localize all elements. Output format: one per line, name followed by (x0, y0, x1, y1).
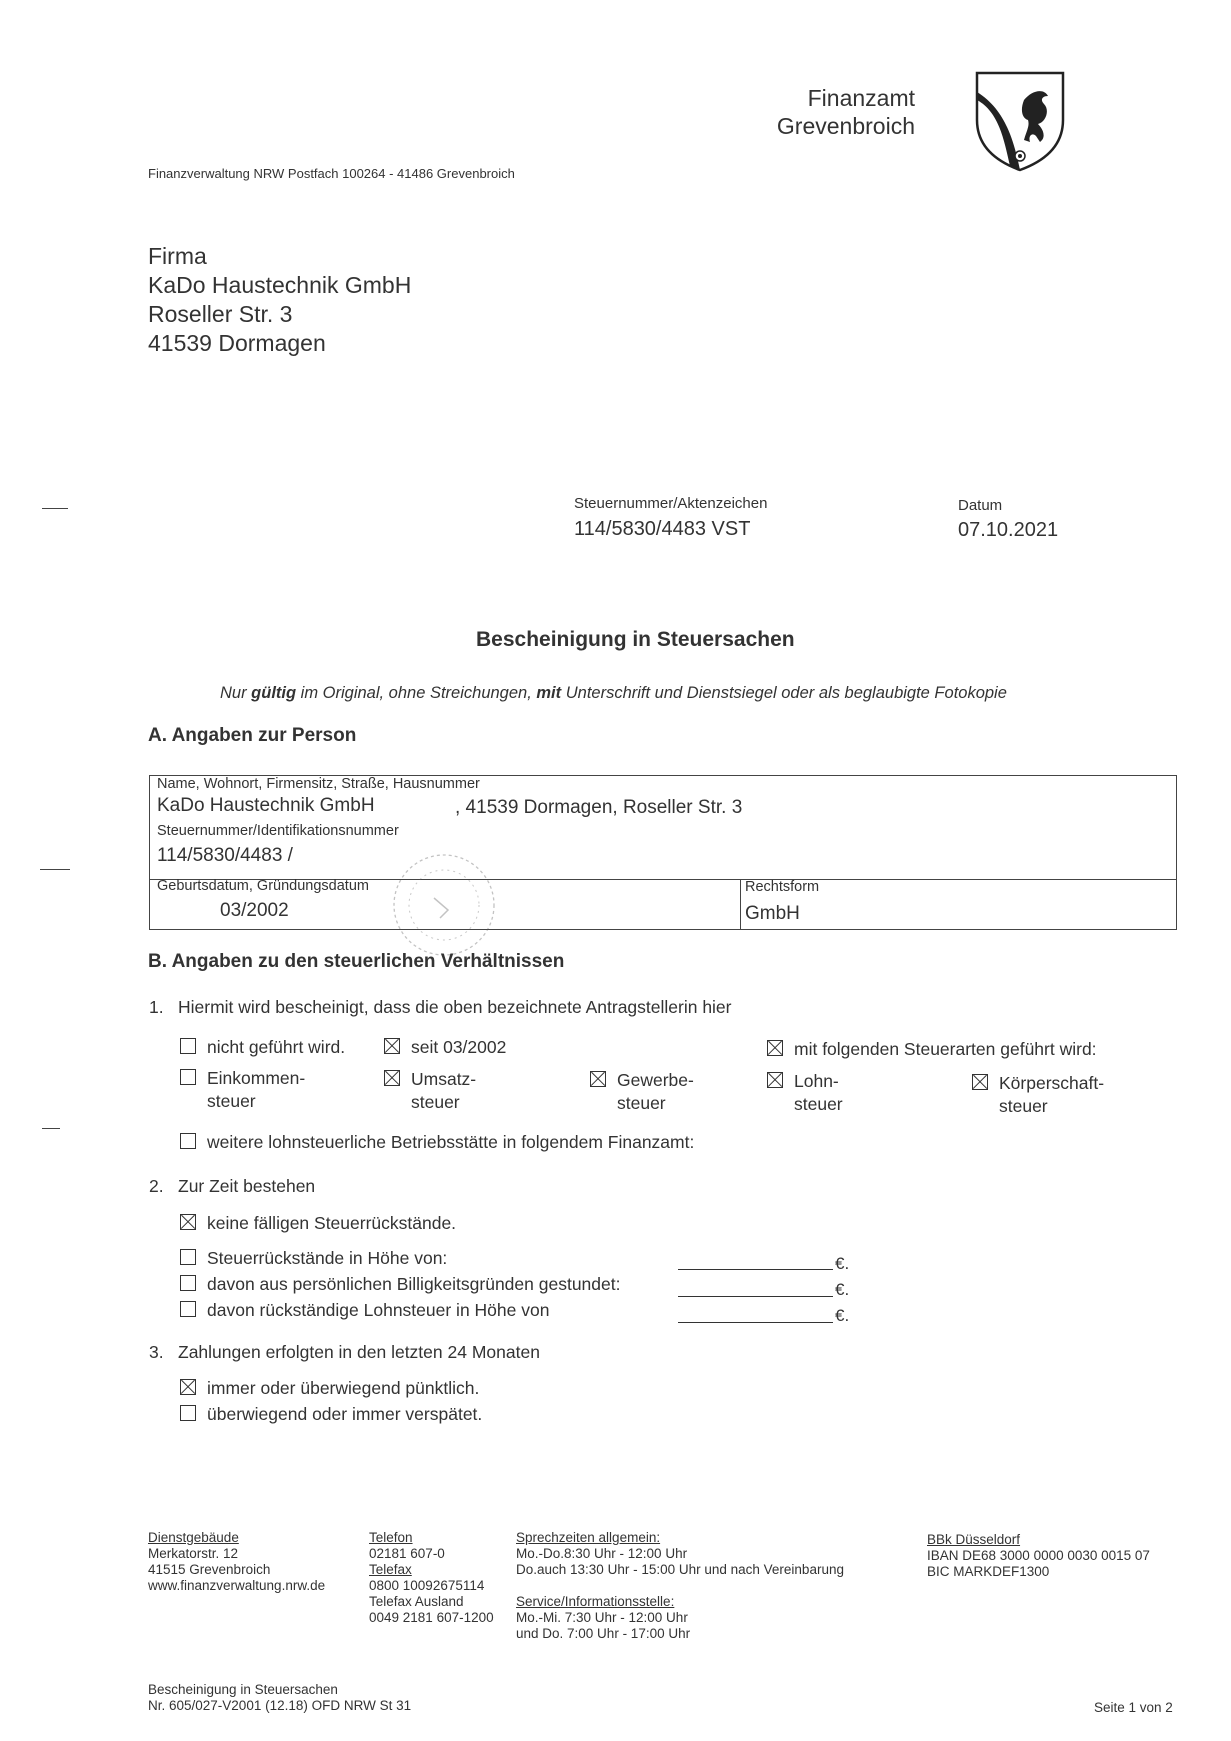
footer-bank-iban: IBAN DE68 3000 0000 0030 0015 07 (927, 1548, 1150, 1563)
option-label: davon aus persönlichen Billigkeitsgründen gestundet: (207, 1274, 621, 1294)
option-label: immer oder überwiegend pünktlich. (207, 1378, 480, 1398)
legal-form-label: Rechtsform (745, 879, 820, 895)
date-value: 07.10.2021 (958, 519, 1059, 541)
option-not-registered[interactable] (180, 1036, 345, 1059)
recipient-address (148, 242, 411, 358)
option-label: keine fälligen Steuerrückstände. (207, 1213, 457, 1233)
section-b-heading: B. Angaben zu den steuerlichen Verhältnissen (148, 951, 565, 972)
checkbox[interactable] (180, 1275, 196, 1291)
form-number: Nr. 605/027-V2001 (12.18) OFD NRW St 31 (148, 1698, 412, 1713)
footer-building (148, 1530, 325, 1594)
euro-sign: €. (835, 1254, 850, 1273)
footer-contact (369, 1530, 494, 1626)
option-label: Steuerrückstände in Höhe von: (207, 1248, 448, 1268)
name-label: Name, Wohnort, Firmensitz, Straße, Hausnummer (157, 776, 480, 792)
option-label: Gewerbe- steuer (617, 1070, 694, 1113)
footer-website-link[interactable]: www.finanzverwaltung.nrw.de (148, 1578, 326, 1593)
checkbox-checked[interactable] (384, 1038, 400, 1054)
checkbox-checked[interactable] (180, 1379, 196, 1395)
address-value: , 41539 Dormagen, Roseller Str. 3 (455, 797, 743, 818)
tax-type-income[interactable] (180, 1067, 305, 1113)
question-3-number: 3. (149, 1342, 164, 1362)
form-name: Bescheinigung in Steuersachen (148, 1682, 338, 1697)
option-label: überwiegend oder immer verspätet. (207, 1404, 483, 1424)
checkbox[interactable] (180, 1301, 196, 1317)
euro-sign: €. (835, 1306, 850, 1325)
footer-building-title: Dienstgebäude (148, 1530, 239, 1545)
footer-phone-value: 02181 607-0 (369, 1546, 445, 1561)
footer-fax-title: Telefax (369, 1562, 412, 1577)
box-divider (740, 879, 741, 929)
tax-number-value: 114/5830/4483 VST (574, 518, 751, 540)
nrw-coat-of-arms-icon (974, 70, 1066, 172)
checkbox-checked[interactable] (384, 1070, 400, 1086)
option-label: mit folgenden Steuerarten geführt wird: (794, 1039, 1097, 1059)
fold-mark (42, 1128, 60, 1129)
option-punctual[interactable] (180, 1377, 479, 1400)
option-label: Lohn- steuer (794, 1071, 843, 1114)
checkbox[interactable] (180, 1249, 196, 1265)
option-label: nicht geführt wird. (207, 1037, 346, 1057)
option-arrears-amount[interactable] (180, 1247, 447, 1270)
office-name-line-2: Grevenbroich (776, 113, 915, 139)
euro-sign: €. (835, 1280, 850, 1299)
name-value: KaDo Haustechnik GmbH (157, 795, 375, 816)
recipient-line-1: Firma (148, 243, 207, 269)
option-label: Einkommen- steuer (207, 1068, 306, 1111)
form-identifier (148, 1682, 411, 1714)
footer-bank-title: BBk Düsseldorf (927, 1532, 1021, 1547)
recipient-line-3: Roseller Str. 3 (148, 301, 293, 327)
fold-mark (40, 869, 70, 870)
footer-hours-title: Sprechzeiten allgemein: (516, 1530, 661, 1545)
tax-number-label: Steuernummer/Aktenzeichen (574, 495, 768, 512)
option-label: Körperschaft- steuer (999, 1073, 1105, 1116)
person-details-box (149, 775, 1177, 930)
amount-line (678, 1322, 833, 1323)
tax-id-label: Steuernummer/Identifikationsnummer (157, 823, 399, 839)
footer-service-2: und Do. 7:00 Uhr - 17:00 Uhr (516, 1626, 691, 1641)
checkbox-checked[interactable] (972, 1074, 988, 1090)
option-label: davon rückständige Lohnsteuer in Höhe von (207, 1300, 550, 1320)
question-1-number: 1. (149, 997, 164, 1017)
footer-bank (927, 1532, 1150, 1580)
official-seal-stamp (378, 850, 510, 960)
founding-date-label: Geburtsdatum, Gründungsdatum (157, 878, 369, 894)
tax-type-wage[interactable] (767, 1070, 843, 1116)
footer-service-title: Service/Informationsstelle: (516, 1594, 675, 1609)
section-a-heading: A. Angaben zur Person (148, 725, 357, 746)
tax-id-value: 114/5830/4483 / (157, 845, 293, 866)
validity-note: Nur gültig im Original, ohne Streichungen, mit Unterschrift und Dienstsiegel oder als beglaubigte Fotokopie (220, 684, 1007, 702)
footer-fax-abroad-title: Telefax Ausland (369, 1594, 464, 1609)
tax-type-trade[interactable] (590, 1069, 694, 1115)
date-label: Datum (958, 497, 1003, 514)
tax-type-vat[interactable] (384, 1068, 476, 1114)
option-label: weitere lohnsteuerliche Betriebsstätte in folgendem Finanzamt: (207, 1132, 695, 1152)
checkbox[interactable] (180, 1038, 196, 1054)
footer-building-street: Merkatorstr. 12 (148, 1546, 239, 1561)
legal-form-value: GmbH (745, 903, 800, 924)
footer-fax-value: 0800 10092675114 (369, 1578, 485, 1593)
fold-mark (42, 508, 68, 509)
question-2-text: Zur Zeit bestehen (178, 1176, 316, 1196)
option-label: seit 03/2002 (411, 1037, 507, 1057)
founding-date-value: 03/2002 (220, 900, 289, 921)
office-name-line-1: Finanzamt (807, 85, 915, 111)
sender-line: Finanzverwaltung NRW Postfach 100264 - 41486 Grevenbroich (148, 166, 515, 181)
checkbox-checked[interactable] (180, 1214, 196, 1230)
option-no-arrears[interactable] (180, 1212, 456, 1235)
option-tax-types[interactable] (767, 1038, 1097, 1061)
recipient-line-2: KaDo Haustechnik GmbH (148, 272, 412, 298)
footer-hours-1: Mo.-Do.8:30 Uhr - 12:00 Uhr (516, 1546, 688, 1561)
question-3-text: Zahlungen erfolgten in den letzten 24 Monaten (178, 1342, 540, 1362)
option-registered-since[interactable] (384, 1036, 506, 1059)
office-name (765, 84, 915, 140)
document-title: Bescheinigung in Steuersachen (476, 628, 795, 651)
footer-service-1: Mo.-Mi. 7:30 Uhr - 12:00 Uhr (516, 1610, 688, 1625)
footer-phone-title: Telefon (369, 1530, 413, 1545)
question-1-text: Hiermit wird bescheinigt, dass die oben bezeichnete Antragstellerin hier (178, 997, 732, 1017)
checkbox-checked[interactable] (767, 1040, 783, 1056)
checkbox[interactable] (180, 1133, 196, 1149)
footer-bank-bic: BIC MARKDEF1300 (927, 1564, 1050, 1579)
amount-line (678, 1269, 833, 1270)
checkbox[interactable] (180, 1069, 196, 1085)
checkbox-checked[interactable] (590, 1071, 606, 1087)
option-deferred[interactable] (180, 1273, 620, 1296)
option-late[interactable] (180, 1403, 482, 1426)
footer-hours-2: Do.auch 13:30 Uhr - 15:00 Uhr und nach Vereinbarung (516, 1562, 844, 1577)
checkbox-checked[interactable] (767, 1072, 783, 1088)
question-2-number: 2. (149, 1176, 164, 1196)
footer-fax-abroad-value: 0049 2181 607-1200 (369, 1610, 494, 1625)
checkbox[interactable] (180, 1405, 196, 1421)
tax-type-corporate[interactable] (972, 1072, 1104, 1118)
footer-building-city: 41515 Grevenbroich (148, 1562, 271, 1577)
option-label: Umsatz- steuer (411, 1069, 477, 1112)
page-number: Seite 1 von 2 (1094, 1700, 1173, 1715)
option-additional-site[interactable] (180, 1131, 694, 1154)
recipient-line-4: 41539 Dormagen (148, 330, 326, 356)
amount-line (678, 1296, 833, 1297)
option-wage-tax-arrears[interactable] (180, 1299, 549, 1322)
footer-hours (516, 1530, 844, 1642)
